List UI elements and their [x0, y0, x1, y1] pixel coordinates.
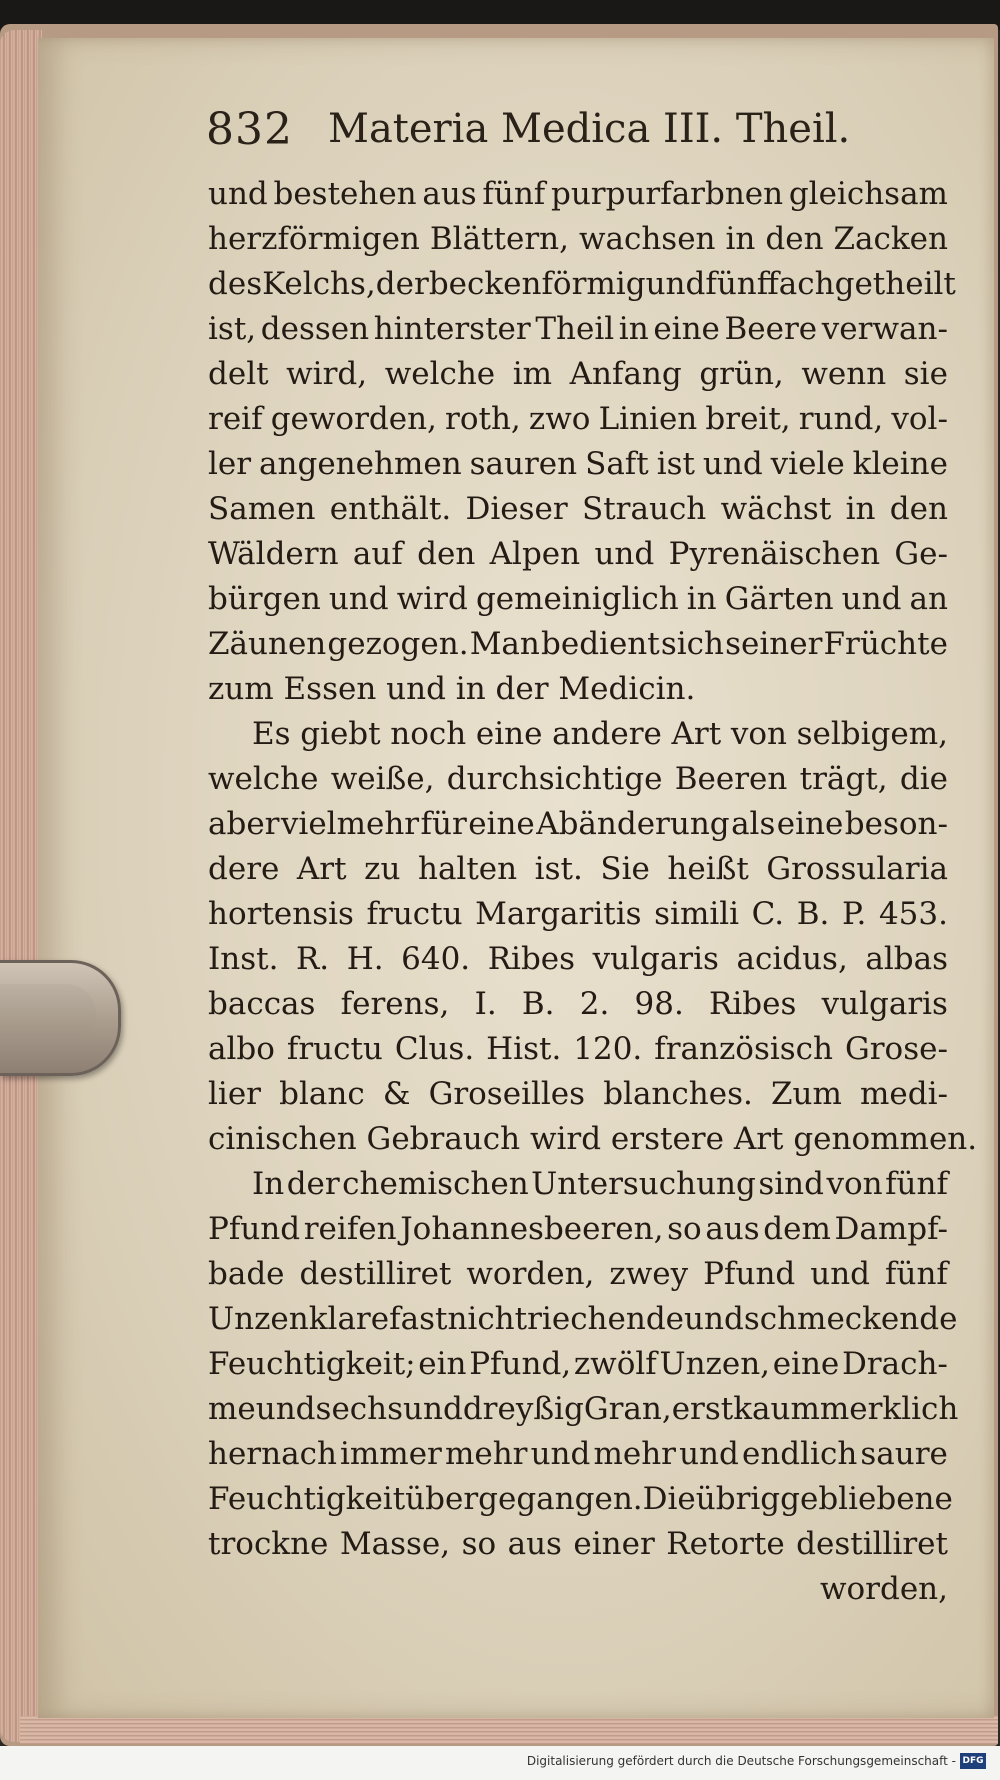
- text-line: Feuchtigkeit; ein Pfund, zwölf Unzen, eine Drach-: [208, 1346, 948, 1382]
- text-line: me und sechs und dreyßig Gran, erst kaum merklich: [208, 1391, 959, 1427]
- text-line: Es giebt noch eine andere Art von selbigem,: [252, 716, 948, 752]
- text-line: Pfund reifen Johannesbeeren, so aus dem Dampf-: [208, 1211, 948, 1247]
- text-line: zum Essen und in der Medicin.: [208, 671, 696, 707]
- text-line: baccas ferens, I. B. 2. 98. Ribes vulgaris: [208, 986, 948, 1022]
- page-edges-bottom: [20, 1716, 998, 1744]
- page-number: 832: [206, 104, 293, 155]
- running-head: Materia Medica III. Theil.: [328, 106, 851, 152]
- text-line: Inst. R. H. 640. Ribes vulgaris acidus, albas: [208, 941, 948, 977]
- page-edges-left: [0, 30, 42, 1742]
- page-header: [206, 100, 886, 156]
- text-line: bade destilliret worden, zwey Pfund und fünf: [208, 1256, 948, 1292]
- text-line: Wäldern auf den Alpen und Pyrenäischen Ge-: [208, 536, 948, 572]
- body-text: [208, 172, 978, 1612]
- text-line: ist, dessen hinterster Theil in eine Beere verwan-: [208, 311, 948, 347]
- text-line: In der chemischen Untersuchung sind von fünf: [252, 1166, 948, 1202]
- text-line: und bestehen aus fünf purpurfarbnen gleichsam: [208, 176, 948, 212]
- text-line: delt wird, welche im Anfang grün, wenn sie: [208, 356, 948, 392]
- text-line: lier blanc & Groseilles blanches. Zum medi-: [208, 1076, 948, 1112]
- text-line: trockne Masse, so aus einer Retorte destilliret: [208, 1526, 948, 1562]
- text-line: cinischen Gebrauch wird erstere Art genommen.: [208, 1121, 978, 1157]
- funding-credit: Digitalisierung gefördert durch die Deutsche Forschungsgemeinschaft -: [526, 1754, 956, 1768]
- text-line: herzförmigen Blättern, wachsen in den Zacken: [208, 221, 948, 257]
- text-line: des Kelchs, der beckenförmig und fünffach getheilt: [208, 266, 956, 302]
- text-line: bürgen und wird gemeiniglich in Gärten und an: [208, 581, 948, 617]
- text-line: Feuchtigkeit übergegangen. Die übriggebliebene: [208, 1481, 953, 1517]
- text-line: hortensis fructu Margaritis simili C. B. P. 453.: [208, 896, 948, 932]
- text-line: welche weiße, durchsichtige Beeren trägt, die: [208, 761, 948, 797]
- text-line: Unzen klare fast nicht riechende und schmeckende: [208, 1301, 958, 1337]
- text-line: albo fructu Clus. Hist. 120. französisch Grose-: [208, 1031, 948, 1067]
- text-line: aber vielmehr für eine Abänderung als eine beson-: [208, 806, 948, 842]
- text-line: Zäunen gezogen. Man bedient sich seiner Früchte: [208, 626, 948, 662]
- dfg-logo: DFG: [960, 1753, 986, 1769]
- text-line: hernach immer mehr und mehr und endlich saure: [208, 1436, 948, 1472]
- text-line: dere Art zu halten ist. Sie heißt Grossularia: [208, 851, 948, 887]
- footer-bar: [0, 1746, 1000, 1780]
- catchword: worden,: [819, 1571, 948, 1607]
- text-line: Samen enthält. Dieser Strauch wächst in den: [208, 491, 948, 527]
- text-line: ler angenehmen sauren Saft ist und viele kleine: [208, 446, 948, 482]
- text-line: reif geworden, roth, zwo Linien breit, rund, vol-: [208, 401, 948, 437]
- book-clasp-inner: [0, 984, 96, 1046]
